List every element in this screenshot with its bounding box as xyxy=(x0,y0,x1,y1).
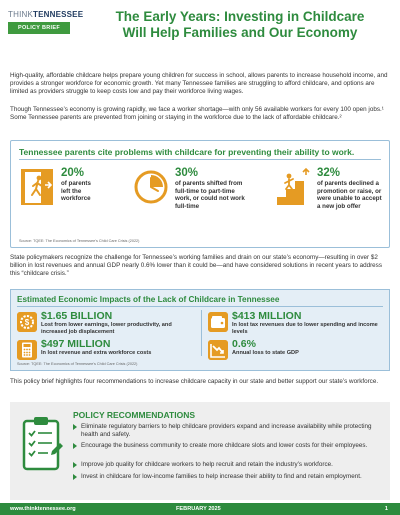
impact-text: Lost from lower earnings, lower productivity, and increased job displacement xyxy=(41,322,172,335)
stat-number: 32% xyxy=(317,167,341,179)
footer-date: FEBRUARY 2025 xyxy=(176,506,221,512)
recommendation-item: Encourage the business community to create more childcare slots and lower costs for their employees. xyxy=(73,442,373,450)
intro-paragraph-2: Though Tennessee’s economy is growing rapidly, we face a worker shortage—with only 56 available workers for every 100 open jobs.¹ Some Tennessee parents are prevented from joining or staying in the workforce due to the lack of affordable childcare.² xyxy=(10,106,384,121)
dollar-gear-icon xyxy=(17,312,37,332)
impact-text: Annual loss to state GDP xyxy=(232,350,299,356)
intro-paragraph-1: High-quality, affordable childcare helps prepare young children for success in school, allows parents to increase household income, and provides a stronger workforce for economic growth. Yet many Tennessee families are struggling to afford childcare, and options are limited as providers struggle to keep costs low and pay their workforce living wages. xyxy=(10,72,388,95)
divider xyxy=(19,159,381,160)
logo-wordmark: THINKTENNESSEE xyxy=(8,10,84,19)
policy-recommendations-title: POLICY RECOMMENDATIONS xyxy=(73,410,195,420)
page-title: The Early Years: Investing in Childcare Will Help Families and Our Economy xyxy=(115,9,365,40)
arrow-bullet-icon xyxy=(73,462,77,468)
stat-text: of parents left the workforce xyxy=(61,180,91,203)
declining-chart-icon xyxy=(208,340,228,360)
closing-paragraph: This policy brief highlights four recommendations to increase childcare capacity in our state and better support our state’s workforce. xyxy=(10,378,379,385)
stairs-promotion-icon xyxy=(275,167,311,207)
stat-number: 20% xyxy=(61,167,85,179)
policymakers-paragraph: State policymakers recognize the challenge for Tennessee’s working families and drain on our state’s economy—resulting in over $2 billion in lost revenues and annual GDP nearly 0.6% lower than it could be—and have considered solutions in recent years to address this “childcare crisis.” xyxy=(10,254,382,277)
policy-brief-label: POLICY BRIEF xyxy=(8,22,70,34)
impact-text: In lost revenue and extra workforce costs xyxy=(41,350,152,356)
parents-stats-box xyxy=(10,140,390,248)
economic-impacts-box xyxy=(10,289,390,371)
parents-stats-title: Tennessee parents cite problems with childcare for preventing their ability to work. xyxy=(19,147,355,157)
logo xyxy=(8,10,84,34)
policy-recommendations-box xyxy=(10,402,390,500)
impact-number: $497 MILLION xyxy=(41,338,111,350)
arrow-bullet-icon xyxy=(73,474,77,480)
svg-text:$: $ xyxy=(24,318,30,327)
arrow-bullet-icon xyxy=(73,424,77,430)
impact-number: $1.65 BILLION xyxy=(41,310,113,322)
wallet-icon xyxy=(208,312,228,332)
arrow-bullet-icon xyxy=(73,443,77,449)
stat-number: 30% xyxy=(175,167,199,179)
impact-number: $413 MILLION xyxy=(232,310,302,322)
economic-impacts-title: Estimated Economic Impacts of the Lack of Childcare in Tennessee xyxy=(17,295,280,304)
clock-icon xyxy=(133,167,169,207)
page-number: 1 xyxy=(384,506,388,512)
recommendation-item: Invest in childcare for low-income families to help increase their ability to find and retain employment. xyxy=(73,473,373,481)
divider xyxy=(201,310,202,356)
stat-text: of parents declined a promotion or raise, or were unable to accept a new job offer xyxy=(317,180,382,210)
source-note: Source: TQEE: The Economics of Tennessee’s Child Care Crisis (2022) xyxy=(17,362,138,366)
stat-text: of parents shifted from full-time to part-time work, or could not work full-time xyxy=(175,180,245,210)
calculator-icon xyxy=(17,340,37,360)
recommendation-item: Improve job quality for childcare workers to help recruit and retain the industry’s workforce. xyxy=(73,461,373,469)
footer xyxy=(0,503,400,515)
divider xyxy=(17,306,383,307)
impact-text: In lost tax revenues due to lower spending and income levels xyxy=(232,322,378,335)
source-note: Source: TQEE: The Economics of Tennessee’s Child Care Crisis (2022) xyxy=(19,239,140,243)
exit-door-icon xyxy=(19,167,55,207)
checklist-icon xyxy=(20,415,64,473)
footer-url-link[interactable]: www.thinktennessee.org xyxy=(10,506,76,512)
impact-number: 0.6% xyxy=(232,338,256,350)
recommendation-item: Eliminate regulatory barriers to help childcare providers expand and increase availability while protecting health and safety. xyxy=(73,423,373,439)
